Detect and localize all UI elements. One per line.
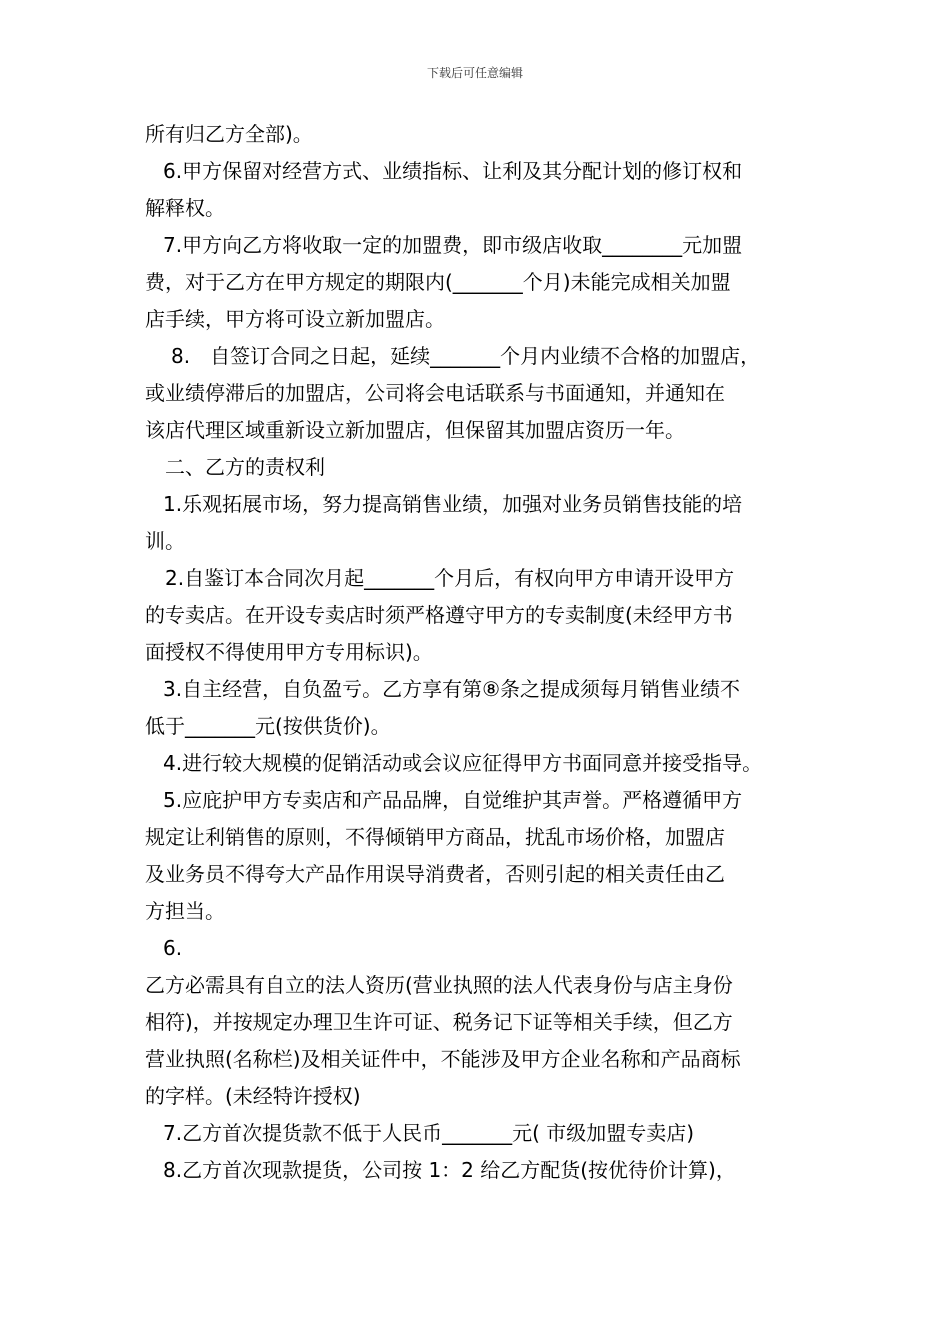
text-line: 面授权不得使用甲方专用标识)。 [145, 640, 433, 664]
text-line: 方担当。 [145, 899, 225, 923]
clause-b5: 5.应庇护甲方专卖店和产品品牌，自觉维护其声誉。严格遵循甲方 [163, 788, 743, 812]
clause-b4: 4.进行较大规模的促销活动或会议应征得甲方书面同意并接受指导。 [163, 751, 763, 775]
clause-b6: 乙方必需具有自立的法人资历(营业执照的法人代表身份与店主身份 [145, 973, 733, 997]
text-line: 及业务员不得夸大产品作用误导消费者，否则引起的相关责任由乙 [145, 862, 725, 886]
text-line: 的专卖店。在开设专卖店时须严格遵守甲方的专卖制度(未经甲方书 [145, 603, 733, 627]
text-line: 店手续，甲方将可设立新加盟店。 [145, 307, 445, 331]
text-line: 该店代理区域重新设立新加盟店，但保留其加盟店资历一年。 [145, 418, 685, 442]
clause-a8: 8. 自签订合同之日起，延续_______个月内业绩不合格的加盟店， [171, 344, 761, 368]
text-line: 营业执照(名称栏)及相关证件中，不能涉及甲方企业名称和产品商标 [145, 1047, 741, 1071]
document-body [145, 116, 815, 1189]
clause-b7: 7.乙方首次提货款不低于人民币_______元( 市级加盟专卖店) [163, 1121, 695, 1145]
text-line: 低于_______元(按供货价)。 [145, 714, 391, 738]
clause-b2: 2.自鉴订本合同次月起_______个月后，有权向甲方申请开设甲方 [165, 566, 735, 590]
page-header: 下载后可任意编辑 [426, 66, 523, 80]
text-line: 训。 [145, 529, 185, 553]
text-line: 费，对于乙方在甲方规定的期限内(_______个月)未能完成相关加盟 [145, 270, 731, 294]
clause-b3: 3.自主经营，自负盈亏。乙方享有第⑧条之提成须每月销售业绩不 [163, 677, 741, 701]
text-line: 规定让利销售的原则，不得倾销甲方商品，扰乱市场价格，加盟店 [145, 825, 725, 849]
clause-b8: 8.乙方首次现款提货，公司按 1：2 给乙方配货(按优待价计算)， [163, 1158, 736, 1182]
clause-b6-number: 6. [163, 936, 183, 960]
text-line: 或业绩停滞后的加盟店，公司将会电话联系与书面通知，并通知在 [145, 381, 725, 405]
clause-a7: 7.甲方向乙方将收取一定的加盟费，即市级店收取________元加盟 [163, 233, 743, 257]
text-line: 解释权。 [145, 196, 225, 220]
text-line: 所有归乙方全部)。 [145, 122, 313, 146]
clause-a6: 6.甲方保留对经营方式、业绩指标、让利及其分配计划的修订权和 [163, 159, 743, 183]
text-line: 的字样。(未经特许授权) [145, 1084, 361, 1108]
text-line: 相符)，并按规定办理卫生许可证、税务记下证等相关手续，但乙方 [145, 1010, 733, 1034]
clause-b1: 1.乐观拓展市场，努力提高销售业绩，加强对业务员销售技能的培 [163, 492, 743, 516]
section-heading: 二、乙方的责权利 [165, 455, 325, 479]
